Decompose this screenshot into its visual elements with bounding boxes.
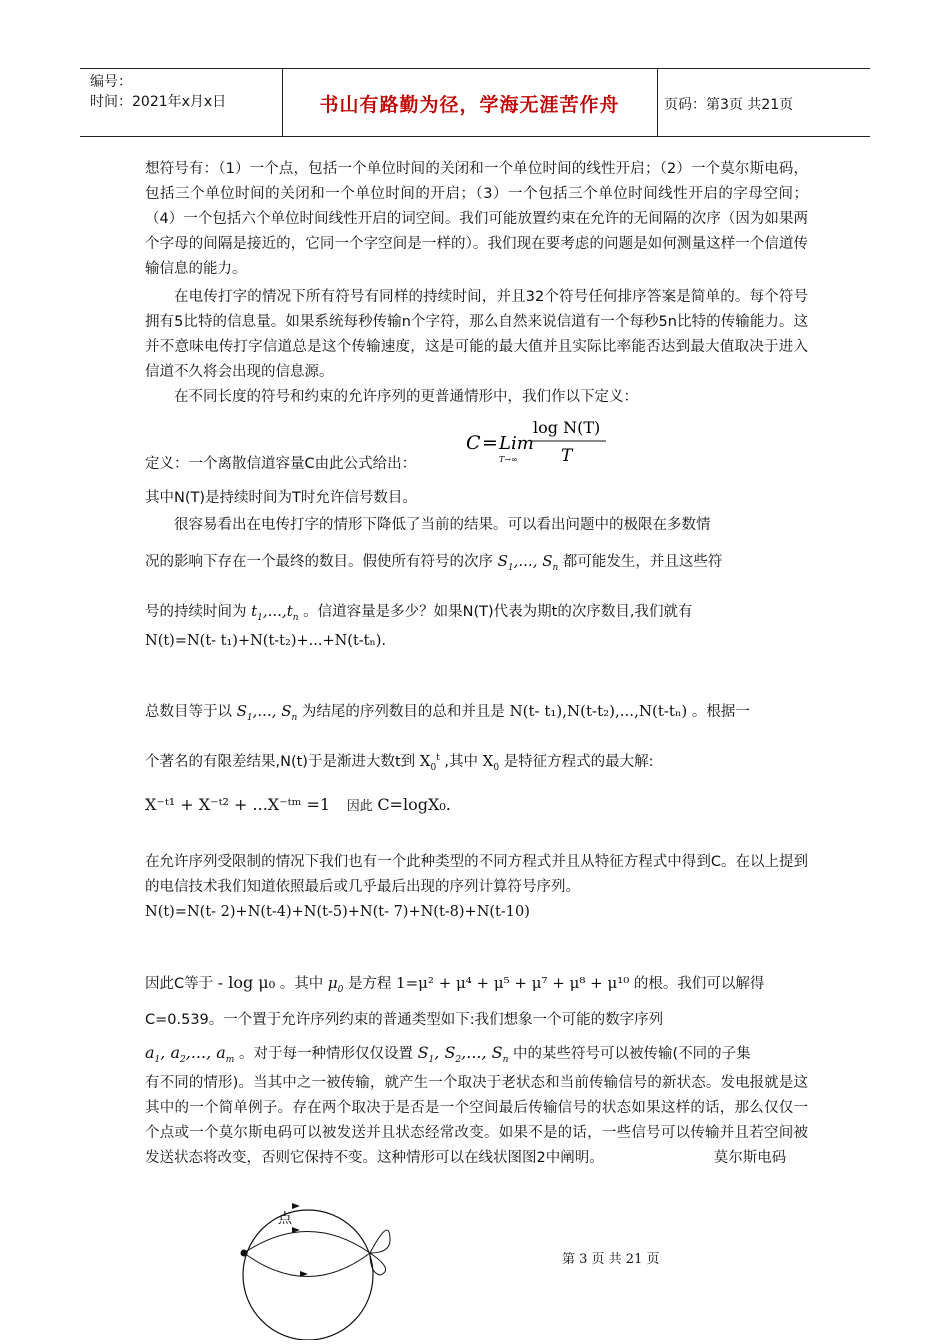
p4b-pre: 况的影响下存在一个最终的数目。假使所有符号的次序 — [145, 554, 493, 570]
formula-lim-sub: T→∞ — [499, 455, 518, 464]
paragraph-7-line-2: C=0.539。一个置于允许序列约束的普通类型如下:我们想象一个可能的数字序列 — [145, 1012, 664, 1028]
paragraph-4-line-2 — [145, 550, 722, 573]
paragraph-5-line-1 — [145, 700, 750, 723]
paragraph-6: 在允许序列受限制的情况下我们也有一个此种类型的不同方程式并且从特征方程式中得到C。在以上提到的电信技术我们知道依照最后或几乎最后出现的序列计算符号序列。 — [145, 854, 808, 895]
p5b-mid: ,其中 — [444, 754, 479, 770]
p5a-mid: 为结尾的序列数目的总和并且是 — [301, 704, 505, 720]
nt-definition: 其中N(T)是持续时间为T时允许信号数目。 — [145, 490, 417, 506]
x0-symbol: $X_0$ — [482, 752, 500, 773]
equation-3: N(t)=N(t- 2)+N(t-4)+N(t-5)+N(t- 7)+N(t-8)+N(t-10) — [145, 904, 530, 920]
formula-lhs: C — [466, 432, 481, 454]
neg-log-mu0: - log μ₀ — [217, 973, 276, 992]
formula-lim: Lim — [499, 433, 534, 454]
header-number: 编号： — [90, 74, 132, 90]
paragraph-5-line-2 — [145, 750, 654, 773]
header-date: 时间：2021年x月x日 — [90, 94, 227, 110]
arrow-top — [292, 1203, 300, 1209]
p7a-mid: 。其中 — [279, 976, 324, 992]
paragraph-1: 想符号有：（1）一个点，包括一个单位时间的关闭和一个单位时间的线性开启；（2）一个莫尔斯电码，包括三个单位时间的关闭和一个单位时间的开启；（3）一个包括三个单位时间线性开启的字母空间；（4）一个包括六个单位时间线性开启的词空间。我们可能放置约束在允许的无间隔的次序（因为如果两个字母的间隔是接近的，它同一个字空间是一样的）。我们现在要考虑的问题是如何测量这样一个信道传输信息的能力。 — [145, 161, 808, 277]
sequence-a: $a_1$, $a_2$,..., $a_m$ — [145, 1043, 235, 1066]
paragraph-7-line-1 — [145, 972, 764, 995]
x0-power-t: $X_0^t$ — [419, 752, 440, 773]
p7d-text: 有不同的情形)。当其中之一被传输，就产生一个取决于老状态和当前传输信号的新状态。发电报就是这其中的一个简单例子。存在两个取决于是否是一个空间最后传输信号的状态如果这样的话，那么仅仅一个点或一个莫尔斯电码可以被发送并且状态经常改变。如果不是的话，一些信号可以传输并且若空间被发送状态将改变，否则它保持不变。这种情形可以在线状图图2中阐明。 — [145, 1075, 808, 1166]
p5a-pre: 总数目等于以 — [145, 704, 232, 720]
state-diagram — [230, 1195, 420, 1340]
page-footer: 第 3 页 共 21 页 — [562, 1252, 660, 1267]
capacity-formula — [466, 413, 616, 473]
header-divider-right — [657, 68, 658, 136]
therefore-text: 因此 — [346, 799, 373, 814]
header-top-rule — [80, 68, 870, 69]
state-circle — [243, 1210, 373, 1340]
p5b-post: 是特征方程式的最大解: — [503, 754, 654, 770]
header-motto: 书山有路勤为径，学海无涯苦作舟 — [319, 94, 620, 116]
header-bottom-rule — [80, 136, 870, 137]
p7a-post: 的根。我们可以解得 — [633, 976, 765, 992]
arc-upper — [244, 1232, 370, 1254]
paragraph-4-line-1: 很容易看出在电传打字的情形下降低了当前的结果。可以看出问题中的极限在多数情 — [174, 517, 711, 533]
header-info — [90, 72, 226, 112]
symbol-sequence-s: $S_1$,..., $S_n$ — [497, 552, 559, 573]
capacity-result: C=logX₀. — [377, 795, 451, 814]
mu-equation: 1=μ² + μ⁴ + μ⁵ + μ⁷ + μ⁸ + μ¹⁰ — [396, 974, 630, 992]
paragraph-4-line-3 — [145, 600, 692, 623]
sequence-count-set: N(t- t₁),N(t-t₂),...,N(t-tₙ) — [509, 702, 688, 720]
p7a-pre: 因此C等于 — [145, 976, 214, 992]
mu0-symbol: $\mu_0$ — [327, 974, 344, 995]
loop-upper — [370, 1230, 390, 1253]
arc-lower — [244, 1253, 370, 1277]
p5b-pre: 个著名的有限差结果,N(t)于是渐进大数t到 — [145, 754, 416, 770]
p4c-pre: 号的持续时间为 — [145, 604, 247, 620]
formula-denominator: T — [561, 446, 573, 466]
p7a-mid2: 是方程 — [347, 976, 392, 992]
p5a-post: 。根据一 — [691, 704, 750, 720]
p4c-post: 。信道容量是多少？如果N(T)代表为期t的次序数目,我们就有 — [303, 604, 693, 620]
sequence-s-set: $S_1$, $S_2$,..., $S_n$ — [417, 1043, 509, 1066]
header-page: 页码：第3页 共21页 — [664, 97, 794, 113]
equation-2 — [145, 795, 451, 814]
symbol-sequence-s-2: $S_1$,..., $S_n$ — [236, 702, 298, 723]
paragraph-3: 在不同长度的符号和约束的允许序列的更普通情形中，我们作以下定义： — [174, 389, 638, 405]
diagram-label-dot: 点 — [278, 1211, 292, 1227]
formula-numerator: log N(T) — [533, 418, 601, 437]
paragraph-2: 在电传打字的情况下所有符号有同样的持续时间，并且32个符号任何排序答案是简单的。每个符号拥有5比特的信息量。如果系统每秒传输n个字符，那么自然来说信道有一个每秒5n比特的传输能力。这并不意味电传打字信道总是这个传输速度，这是可能的最大值并且实际比率能否达到最大值取决于进入信道不久将会出现的信息源。 — [145, 289, 808, 380]
formula-equals: = — [482, 432, 498, 454]
p7c-mid: 。对于每一种情形仅仅设置 — [238, 1046, 413, 1062]
paragraph-7-line-3 — [145, 1042, 751, 1065]
p7c-post: 中的某些符号可以被传输(不同的子集 — [513, 1046, 751, 1062]
equation-1: N(t)=N(t- t₁)+N(t-t₂)+...+N(t-tₙ). — [145, 633, 387, 649]
p4b-post: 都可能发生，并且这些符 — [562, 554, 723, 570]
morse-label: 莫尔斯电码 — [713, 1150, 787, 1166]
duration-sequence-t: $t_1,...,t_n$ — [251, 602, 299, 623]
paragraph-7-rest — [145, 1071, 808, 1171]
characteristic-equation: X⁻ᵗ¹ + X⁻ᵗ² + ...X⁻ᵗᵐ =1 — [145, 795, 331, 814]
definition-text: 定义：一个离散信道容量C由此公式给出： — [145, 456, 417, 472]
